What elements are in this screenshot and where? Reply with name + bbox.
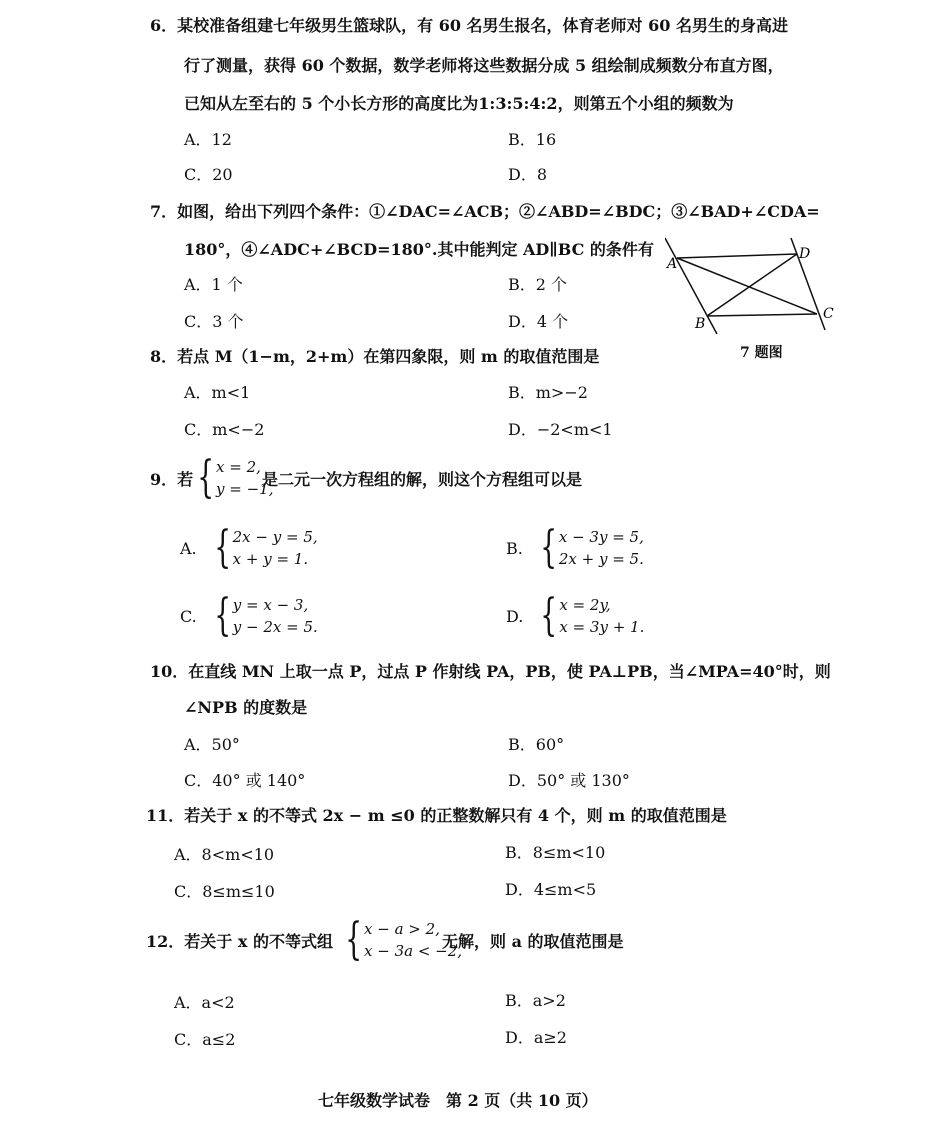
q11-option-c: C．8≤m≤10	[174, 882, 275, 901]
brace: {	[213, 522, 231, 573]
brace: {	[540, 590, 558, 641]
q8-option-a: A．m<1	[184, 383, 251, 402]
q12-sys-row2: x − 3a < −2,	[364, 942, 463, 960]
brace: {	[213, 590, 231, 641]
q12-suffix: 无解，则 a 的取值范围是	[442, 932, 624, 951]
q6-option-a: A．12	[184, 130, 232, 149]
q9-option-b-row2: 2x + y = 5.	[558, 550, 644, 568]
q7-line2: 180°，④∠ADC+∠BCD=180°.其中能判定 AD∥BC 的条件有	[184, 240, 654, 259]
q12-option-d: D．a≥2	[505, 1028, 567, 1047]
q10-line2: ∠NPB 的度数是	[184, 698, 308, 717]
q12-option-c: C．a≤2	[174, 1030, 236, 1049]
q9-solution-system	[186, 452, 274, 503]
q9-option-d-row2: x = 3y + 1.	[559, 618, 645, 636]
q9-option-a-label: A.	[180, 538, 197, 558]
q6-line1: 6．某校准备组建七年级男生篮球队，有 60 名男生报名，体育老师对 60 名男生的身高进	[150, 16, 788, 35]
q12-prefix: 12．若关于 x 的不等式组	[146, 932, 333, 951]
q9-sys-row1: x = 2,	[216, 458, 261, 476]
q10-option-c: C．40° 或 140°	[184, 771, 306, 790]
q9-option-a-row2: x + y = 1.	[232, 550, 309, 568]
q9-option-b-label: B.	[506, 538, 523, 558]
q9-option-d	[506, 590, 645, 641]
point-c-label: C	[823, 306, 834, 322]
line-bc	[707, 314, 817, 316]
q11-option-b: B．8≤m<10	[505, 843, 606, 862]
q9-prefix: 9．若	[150, 470, 194, 489]
q9-sys-row2: y = −1,	[216, 480, 274, 498]
point-b-label: B	[695, 316, 706, 332]
q9-option-d-row1: x = 2y,	[559, 596, 611, 614]
q10-option-a: A．50°	[184, 735, 240, 754]
q7-option-b: B．2 个	[508, 275, 568, 294]
q6-option-c: C．20	[184, 165, 233, 184]
q11-option-a: A．8<m<10	[174, 845, 275, 864]
q12-option-a: A．a<2	[174, 993, 235, 1012]
line-ad	[677, 254, 797, 258]
q9-option-a	[180, 522, 318, 573]
q10-option-b: B．60°	[508, 735, 565, 754]
brace: {	[345, 914, 362, 965]
q10-option-d: D．50° 或 130°	[508, 771, 630, 790]
q7-option-d: D．4 个	[508, 312, 569, 331]
point-a-label: A	[667, 256, 678, 272]
brace: {	[197, 452, 214, 503]
diagonal-ac	[677, 258, 817, 314]
q8-option-b: B．m>−2	[508, 383, 588, 402]
q6-line2: 行了测量，获得 60 个数据，数学老师将这些数据分成 5 组绘制成频数分布直方图，	[184, 56, 784, 75]
q9-option-c-label: C.	[180, 606, 197, 626]
q12-sys-row1: x − a > 2,	[364, 920, 440, 938]
q8-option-c: C．m<−2	[184, 420, 265, 439]
q11-option-d: D．4≤m<5	[505, 880, 597, 899]
q6-line3: 已知从左至右的 5 个小长方形的高度比为1:3:5:4:2，则第五个小组的频数为	[184, 94, 734, 113]
q10-line1: 10．在直线 MN 上取一点 P，过点 P 作射线 PA，PB，使 PA⊥PB，当∠MPA=40°时，则	[150, 662, 831, 681]
q9-suffix: 是二元一次方程组的解，则这个方程组可以是	[262, 470, 583, 489]
line-ab	[665, 238, 717, 334]
q8-line1: 8．若点 M（1−m，2+m）在第四象限，则 m 的取值范围是	[150, 347, 600, 366]
q8-option-d: D．−2<m<1	[508, 420, 613, 439]
point-d-label: D	[799, 246, 811, 262]
q7-option-a: A．1 个	[184, 275, 243, 294]
q6-option-b: B．16	[508, 130, 557, 149]
q6-option-d: D．8	[508, 165, 548, 184]
q11-line1: 11．若关于 x 的不等式 2x − m ≤0 的正整数解只有 4 个，则 m 的取值范围是	[146, 806, 727, 825]
q9-option-c-row1: y = x − 3,	[232, 596, 309, 614]
q12-option-b: B．a>2	[505, 991, 566, 1010]
page-footer: 七年级数学试卷 第 2 页（共 10 页）	[318, 1091, 598, 1110]
q7-option-c: C．3 个	[184, 312, 244, 331]
q9-option-b-row1: x − 3y = 5,	[558, 528, 644, 546]
q9-option-d-label: D.	[506, 606, 524, 626]
q9-option-a-row1: 2x − y = 5,	[232, 528, 318, 546]
q9-option-c	[180, 590, 318, 641]
brace: {	[540, 522, 557, 573]
q9-option-b	[506, 522, 644, 573]
q9-option-c-row2: y − 2x = 5.	[232, 618, 318, 636]
diagonal-bd	[707, 254, 797, 316]
q7-line1: 7．如图，给出下列四个条件：①∠DAC=∠ACB；②∠ABD=∠BDC；③∠BAD+∠CDA=	[150, 202, 820, 221]
q7-figure-caption: 7 题图	[740, 345, 783, 361]
